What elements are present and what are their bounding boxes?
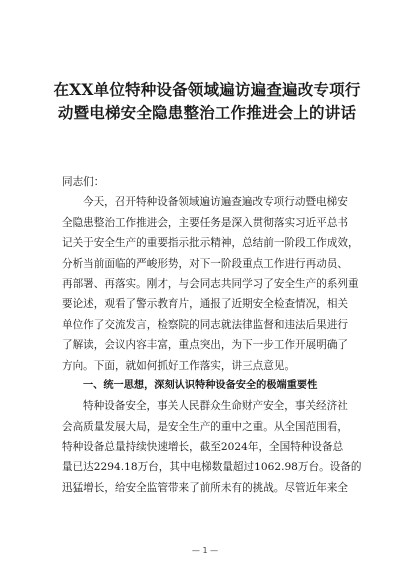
paragraph-line: 今天，召开特种设备领域遍访遍查遍改专项行动暨电梯安 xyxy=(83,196,348,209)
section-heading: 一、统一思想，深刻认识特种设备安全的极端重要性 xyxy=(83,379,318,391)
page-number: — 1 — xyxy=(191,546,219,555)
document-body xyxy=(62,172,362,498)
paragraph-line: 要论述，观看了警示教育片，通报了近期安全检查情况，相关 xyxy=(62,298,349,311)
paragraph-line: 方向。下面，就如何抓好工作落实，讲三点意见。 xyxy=(62,359,296,372)
paragraph-line: 会高质量发展大局，是安全生产的重中之重。从全国范围看， xyxy=(62,420,349,433)
paragraph-line: 特种设备总量持续快速增长，截至2024年，全国特种设备总 xyxy=(62,441,344,454)
paragraph-line: 了解读，会议内容丰富，重点突出，为下一步工作开展明确了 xyxy=(62,339,349,352)
paragraph-line: 记关于安全生产的重要指示批示精神，总结前一阶段工作成效， xyxy=(62,237,359,250)
paragraph-line: 再部署、再落实。刚才，与会同志共同学习了安全生产的系列重 xyxy=(62,277,359,290)
document-title: 在XX单位特种设备领域遍访遍查遍改专项行动暨电梯安全隐患整治工作推进会上的讲话 xyxy=(53,80,361,122)
paragraph-line: 特种设备安全，事关人民群众生命财产安全，事关经济社 xyxy=(83,400,348,413)
paragraph-line: 单位作了交流发言，检察院的同志就法律监督和违法后果进行 xyxy=(62,318,349,331)
paragraph-line: 迅猛增长，给安全监管带来了前所未有的挑战。尽管近年来全 xyxy=(62,481,349,494)
paragraph-line: 全隐患整治工作推进会，主要任务是深入贯彻落实习近平总书 xyxy=(62,216,349,229)
paragraph-line: 分析当前面临的严峻形势，对下一阶段重点工作进行再动员、 xyxy=(62,257,349,270)
salutation: 同志们： xyxy=(62,176,105,188)
paragraph-line: 量已达2294.18万台，其中电梯数量超过1062.98万台。设备的 xyxy=(62,461,362,474)
